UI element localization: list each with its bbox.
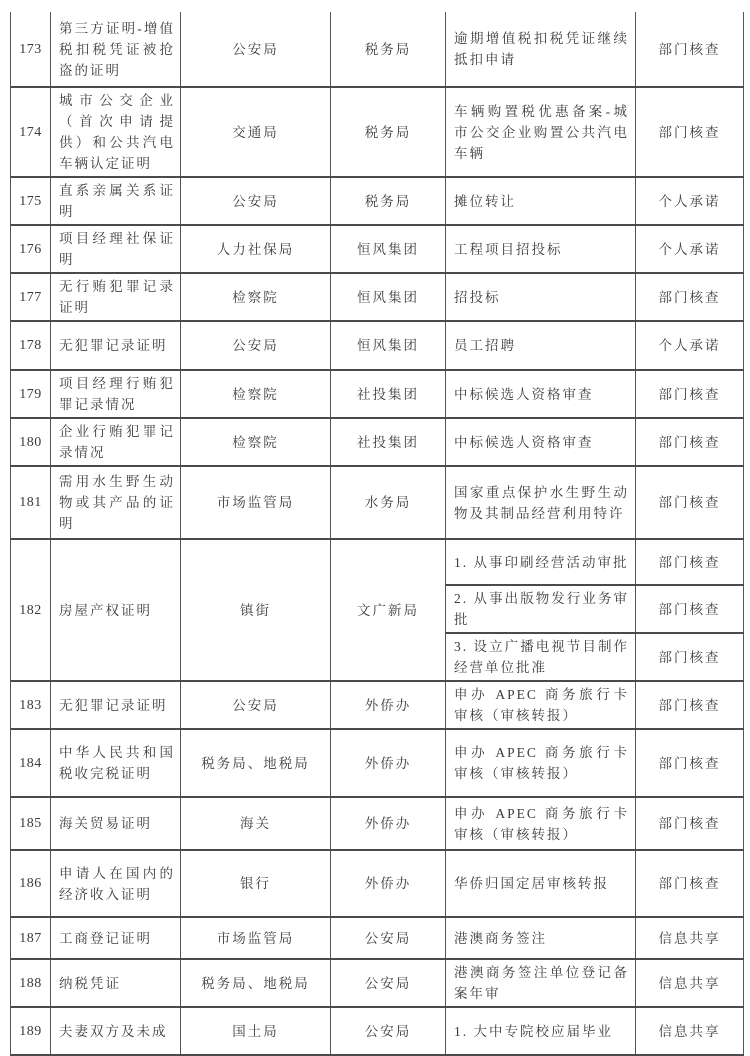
certificate-table (10, 12, 744, 1056)
cell-verification-method: 部门核查 (636, 681, 744, 729)
table-row (11, 418, 744, 466)
cell-certificate-name: 房屋产权证明 (51, 539, 181, 681)
cell-verification-method: 信息共享 (636, 959, 744, 1007)
cell-requesting-unit: 外侨办 (331, 729, 446, 797)
cell-verification-method: 部门核查 (636, 633, 744, 681)
cell-matter: 招投标 (446, 273, 636, 321)
cell-matter: 申办 APEC 商务旅行卡审核（审核转报） (446, 797, 636, 850)
cell-requesting-unit: 文广新局 (331, 539, 446, 681)
cell-verification-method: 部门核查 (636, 87, 744, 177)
table-row (11, 850, 744, 917)
table-row (11, 917, 744, 959)
cell-verification-method: 部门核查 (636, 539, 744, 585)
cell-issuing-unit: 人力社保局 (181, 225, 331, 273)
cell-matter: 车辆购置税优惠备案-城市公交企业购置公共汽电车辆 (446, 87, 636, 177)
cell-requesting-unit: 水务局 (331, 466, 446, 539)
cell-certificate-name: 海关贸易证明 (51, 797, 181, 850)
cell-requesting-unit: 税务局 (331, 177, 446, 225)
cell-row-number: 183 (11, 681, 51, 729)
cell-issuing-unit: 海关 (181, 797, 331, 850)
cell-verification-method: 部门核查 (636, 850, 744, 917)
cell-verification-method: 个人承诺 (636, 321, 744, 370)
table-row (11, 273, 744, 321)
cell-matter: 1. 大中专院校应届毕业 (446, 1007, 636, 1055)
cell-certificate-name: 纳税凭证 (51, 959, 181, 1007)
cell-verification-method: 部门核查 (636, 585, 744, 633)
cell-matter: 中标候选人资格审查 (446, 418, 636, 466)
cell-verification-method: 部门核查 (636, 418, 744, 466)
cell-requesting-unit: 外侨办 (331, 850, 446, 917)
cell-requesting-unit: 税务局 (331, 12, 446, 87)
cell-row-number: 173 (11, 12, 51, 87)
cell-certificate-name: 项目经理社保证明 (51, 225, 181, 273)
cell-requesting-unit: 外侨办 (331, 797, 446, 850)
cell-verification-method: 部门核查 (636, 797, 744, 850)
cell-certificate-name: 无犯罪记录证明 (51, 681, 181, 729)
cell-issuing-unit: 检察院 (181, 273, 331, 321)
table-row (11, 681, 744, 729)
table-row (11, 225, 744, 273)
table-row (11, 12, 744, 87)
table-row (11, 321, 744, 370)
cell-certificate-name: 无行贿犯罪记录证明 (51, 273, 181, 321)
cell-row-number: 176 (11, 225, 51, 273)
cell-row-number: 184 (11, 729, 51, 797)
cell-requesting-unit: 公安局 (331, 1007, 446, 1055)
cell-row-number: 178 (11, 321, 51, 370)
cell-matter: 逾期增值税扣税凭证继续抵扣申请 (446, 12, 636, 87)
cell-row-number: 177 (11, 273, 51, 321)
cell-row-number: 186 (11, 850, 51, 917)
table-row (11, 729, 744, 797)
cell-certificate-name: 城市公交企业（首次申请提供）和公共汽电车辆认定证明 (51, 87, 181, 177)
cell-certificate-name: 需用水生野生动物或其产品的证明 (51, 466, 181, 539)
cell-certificate-name: 无犯罪记录证明 (51, 321, 181, 370)
cell-requesting-unit: 恒风集团 (331, 225, 446, 273)
cell-issuing-unit: 国土局 (181, 1007, 331, 1055)
cell-matter: 3. 设立广播电视节目制作经营单位批准 (446, 633, 636, 681)
cell-matter: 工程项目招投标 (446, 225, 636, 273)
cell-issuing-unit: 检察院 (181, 418, 331, 466)
cell-row-number: 174 (11, 87, 51, 177)
cell-row-number: 189 (11, 1007, 51, 1055)
table-row (11, 797, 744, 850)
cell-requesting-unit: 税务局 (331, 87, 446, 177)
cell-verification-method: 部门核查 (636, 466, 744, 539)
cell-matter: 国家重点保护水生野生动物及其制品经营利用特许 (446, 466, 636, 539)
cell-verification-method: 部门核查 (636, 729, 744, 797)
cell-verification-method: 信息共享 (636, 1007, 744, 1055)
cell-issuing-unit: 镇街 (181, 539, 331, 681)
cell-requesting-unit: 恒风集团 (331, 321, 446, 370)
cell-verification-method: 部门核查 (636, 12, 744, 87)
cell-issuing-unit: 交通局 (181, 87, 331, 177)
cell-issuing-unit: 市场监管局 (181, 917, 331, 959)
cell-certificate-name: 第三方证明-增值税扣税凭证被抢盗的证明 (51, 12, 181, 87)
cell-requesting-unit: 社投集团 (331, 370, 446, 418)
cell-matter: 员工招聘 (446, 321, 636, 370)
cell-certificate-name: 企业行贿犯罪记录情况 (51, 418, 181, 466)
cell-certificate-name: 项目经理行贿犯罪记录情况 (51, 370, 181, 418)
cell-certificate-name: 夫妻双方及未成 (51, 1007, 181, 1055)
cell-certificate-name: 申请人在国内的经济收入证明 (51, 850, 181, 917)
cell-issuing-unit: 公安局 (181, 321, 331, 370)
table-row (11, 370, 744, 418)
cell-verification-method: 部门核查 (636, 370, 744, 418)
table-row (11, 466, 744, 539)
cell-certificate-name: 直系亲属关系证明 (51, 177, 181, 225)
cell-certificate-name: 工商登记证明 (51, 917, 181, 959)
cell-issuing-unit: 公安局 (181, 12, 331, 87)
cell-issuing-unit: 市场监管局 (181, 466, 331, 539)
cell-issuing-unit: 银行 (181, 850, 331, 917)
cell-matter: 港澳商务签注 (446, 917, 636, 959)
cell-matter: 摊位转让 (446, 177, 636, 225)
cell-requesting-unit: 公安局 (331, 959, 446, 1007)
cell-verification-method: 个人承诺 (636, 177, 744, 225)
cell-matter: 1. 从事印刷经营活动审批 (446, 539, 636, 585)
table-row (11, 177, 744, 225)
cell-matter: 申办 APEC 商务旅行卡审核（审核转报） (446, 681, 636, 729)
cell-requesting-unit: 恒风集团 (331, 273, 446, 321)
cell-verification-method: 个人承诺 (636, 225, 744, 273)
cell-issuing-unit: 公安局 (181, 681, 331, 729)
cell-row-number: 179 (11, 370, 51, 418)
cell-verification-method: 信息共享 (636, 917, 744, 959)
cell-row-number: 188 (11, 959, 51, 1007)
table-row (11, 87, 744, 177)
cell-issuing-unit: 税务局、地税局 (181, 729, 331, 797)
cell-matter: 申办 APEC 商务旅行卡审核（审核转报） (446, 729, 636, 797)
cell-matter: 港澳商务签注单位登记备案年审 (446, 959, 636, 1007)
cell-issuing-unit: 税务局、地税局 (181, 959, 331, 1007)
cell-matter: 2. 从事出版物发行业务审批 (446, 585, 636, 633)
cell-issuing-unit: 公安局 (181, 177, 331, 225)
table-row (11, 539, 744, 585)
cell-row-number: 182 (11, 539, 51, 681)
certificate-table-container (10, 12, 744, 1056)
cell-certificate-name: 中华人民共和国税收完税证明 (51, 729, 181, 797)
cell-requesting-unit: 社投集团 (331, 418, 446, 466)
cell-issuing-unit: 检察院 (181, 370, 331, 418)
table-row (11, 1007, 744, 1055)
table-row (11, 959, 744, 1007)
cell-row-number: 181 (11, 466, 51, 539)
cell-row-number: 187 (11, 917, 51, 959)
cell-matter: 中标候选人资格审查 (446, 370, 636, 418)
cell-verification-method: 部门核查 (636, 273, 744, 321)
cell-row-number: 180 (11, 418, 51, 466)
cell-row-number: 175 (11, 177, 51, 225)
cell-requesting-unit: 外侨办 (331, 681, 446, 729)
cell-requesting-unit: 公安局 (331, 917, 446, 959)
cell-row-number: 185 (11, 797, 51, 850)
cell-matter: 华侨归国定居审核转报 (446, 850, 636, 917)
